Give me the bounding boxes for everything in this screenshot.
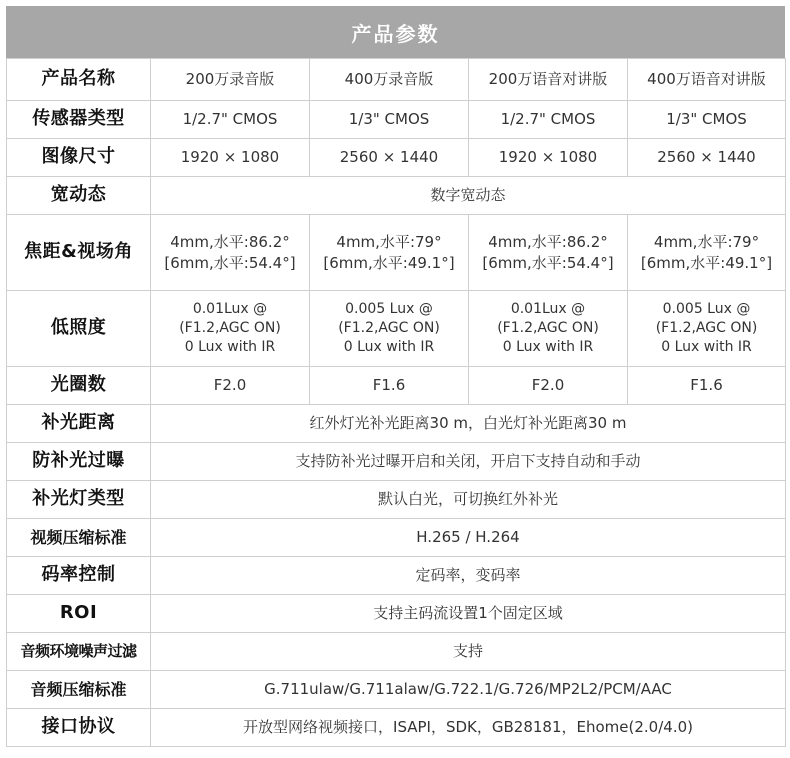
lowlight-value xyxy=(310,291,469,367)
lowlight-line: 0 Lux with IR xyxy=(661,338,752,355)
label-sensor: 传感器类型 xyxy=(7,101,151,139)
aperture-value: F2.0 xyxy=(469,367,628,405)
lowlight-line: (F1.2,AGC ON) xyxy=(497,320,599,337)
lowlight-line: (F1.2,AGC ON) xyxy=(655,320,758,337)
table-title: 产品参数 xyxy=(6,6,785,58)
row-fill-type xyxy=(7,481,786,519)
resolution-value: 1920 × 1080 xyxy=(151,139,310,177)
label-fill-type: 补光灯类型 xyxy=(7,481,151,519)
aperture-value: F2.0 xyxy=(151,367,310,405)
focal-value xyxy=(151,215,310,291)
resolution-value: 2560 × 1440 xyxy=(310,139,469,177)
bitrate-value: 定码率，变码率 xyxy=(151,557,786,595)
label-lowlight: 低照度 xyxy=(7,291,151,367)
label-bitrate: 码率控制 xyxy=(7,557,151,595)
label-interface: 接口协议 xyxy=(7,709,151,747)
row-fill-distance xyxy=(7,405,786,443)
row-sensor xyxy=(7,101,786,139)
label-audio-compression: 音频压缩标准 xyxy=(7,671,151,709)
fill-distance-value: 红外灯光补光距离30 m，白光灯补光距离30 m xyxy=(151,405,786,443)
lowlight-line: 0 Lux with IR xyxy=(502,338,594,355)
video-compression-value: H.265 / H.264 xyxy=(151,519,786,557)
model-name: 400万录音版 xyxy=(310,59,469,101)
lowlight-line: (F1.2,AGC ON) xyxy=(179,320,281,337)
label-fill-distance: 补光距离 xyxy=(7,405,151,443)
row-focal xyxy=(7,215,786,291)
model-name: 200万语音对讲版 xyxy=(469,59,628,101)
focal-value xyxy=(310,215,469,291)
row-wdr xyxy=(7,177,786,215)
focal-line: 4mm,水平:86.2° xyxy=(170,233,290,252)
model-name: 400万语音对讲版 xyxy=(628,59,786,101)
sensor-value: 1/3" CMOS xyxy=(310,101,469,139)
sensor-value: 1/2.7" CMOS xyxy=(151,101,310,139)
resolution-value: 2560 × 1440 xyxy=(628,139,786,177)
label-wdr: 宽动态 xyxy=(7,177,151,215)
lowlight-line: 0.005 Lux @ xyxy=(662,301,751,318)
lowlight-line: 0.01Lux @ xyxy=(510,301,586,318)
focal-line: 4mm,水平:79° xyxy=(336,233,442,252)
label-resolution: 图像尺寸 xyxy=(7,139,151,177)
label-product-name: 产品名称 xyxy=(7,59,151,101)
row-roi xyxy=(7,595,786,633)
model-name: 200万录音版 xyxy=(151,59,310,101)
aperture-value: F1.6 xyxy=(310,367,469,405)
label-aperture: 光圈数 xyxy=(7,367,151,405)
row-video-compression xyxy=(7,519,786,557)
focal-value xyxy=(469,215,628,291)
lowlight-value xyxy=(469,291,628,367)
fill-type-value: 默认白光，可切换红外补光 xyxy=(151,481,786,519)
lowlight-line: 0 Lux with IR xyxy=(343,338,435,355)
row-noise-filter xyxy=(7,633,786,671)
audio-compression-value: G.711ulaw/G.711alaw/G.722.1/G.726/MP2L2/PCM/AAC xyxy=(151,671,786,709)
focal-line: [6mm,水平:54.4°] xyxy=(482,253,614,272)
label-roi: ROI xyxy=(7,595,151,633)
label-anti-overexposure: 防补光过曝 xyxy=(7,443,151,481)
lowlight-line: 0 Lux with IR xyxy=(184,338,276,355)
row-resolution xyxy=(7,139,786,177)
focal-line: 4mm,水平:79° xyxy=(653,233,760,252)
focal-line: [6mm,水平:49.1°] xyxy=(640,253,773,272)
row-bitrate xyxy=(7,557,786,595)
interface-value: 开放型网络视频接口，ISAPI，SDK，GB28181，Ehome(2.0/4.0) xyxy=(151,709,786,747)
roi-value: 支持主码流设置1个固定区域 xyxy=(151,595,786,633)
row-anti-overexposure xyxy=(7,443,786,481)
row-interface xyxy=(7,709,786,747)
row-audio-compression xyxy=(7,671,786,709)
lowlight-line: 0.005 Lux @ xyxy=(345,301,433,318)
lowlight-line: 0.01Lux @ xyxy=(192,301,268,318)
focal-line: [6mm,水平:54.4°] xyxy=(164,253,296,272)
lowlight-value xyxy=(628,291,786,367)
resolution-value: 1920 × 1080 xyxy=(469,139,628,177)
sensor-value: 1/2.7" CMOS xyxy=(469,101,628,139)
focal-line: 4mm,水平:86.2° xyxy=(488,233,608,252)
lowlight-line: (F1.2,AGC ON) xyxy=(338,320,440,337)
aperture-value: F1.6 xyxy=(628,367,786,405)
label-video-compression: 视频压缩标准 xyxy=(7,519,151,557)
row-aperture xyxy=(7,367,786,405)
spec-table xyxy=(6,58,786,747)
focal-line: [6mm,水平:49.1°] xyxy=(323,253,455,272)
anti-overexposure-value: 支持防补光过曝开启和关闭，开启下支持自动和手动 xyxy=(151,443,786,481)
label-focal: 焦距&视场角 xyxy=(7,215,151,291)
wdr-value: 数字宽动态 xyxy=(151,177,786,215)
noise-filter-value: 支持 xyxy=(151,633,786,671)
focal-value xyxy=(628,215,786,291)
row-product-name xyxy=(7,59,786,101)
label-noise-filter: 音频环境噪声过滤 xyxy=(7,633,151,671)
spec-sheet xyxy=(6,6,785,747)
row-lowlight xyxy=(7,291,786,367)
sensor-value: 1/3" CMOS xyxy=(628,101,786,139)
lowlight-value xyxy=(151,291,310,367)
